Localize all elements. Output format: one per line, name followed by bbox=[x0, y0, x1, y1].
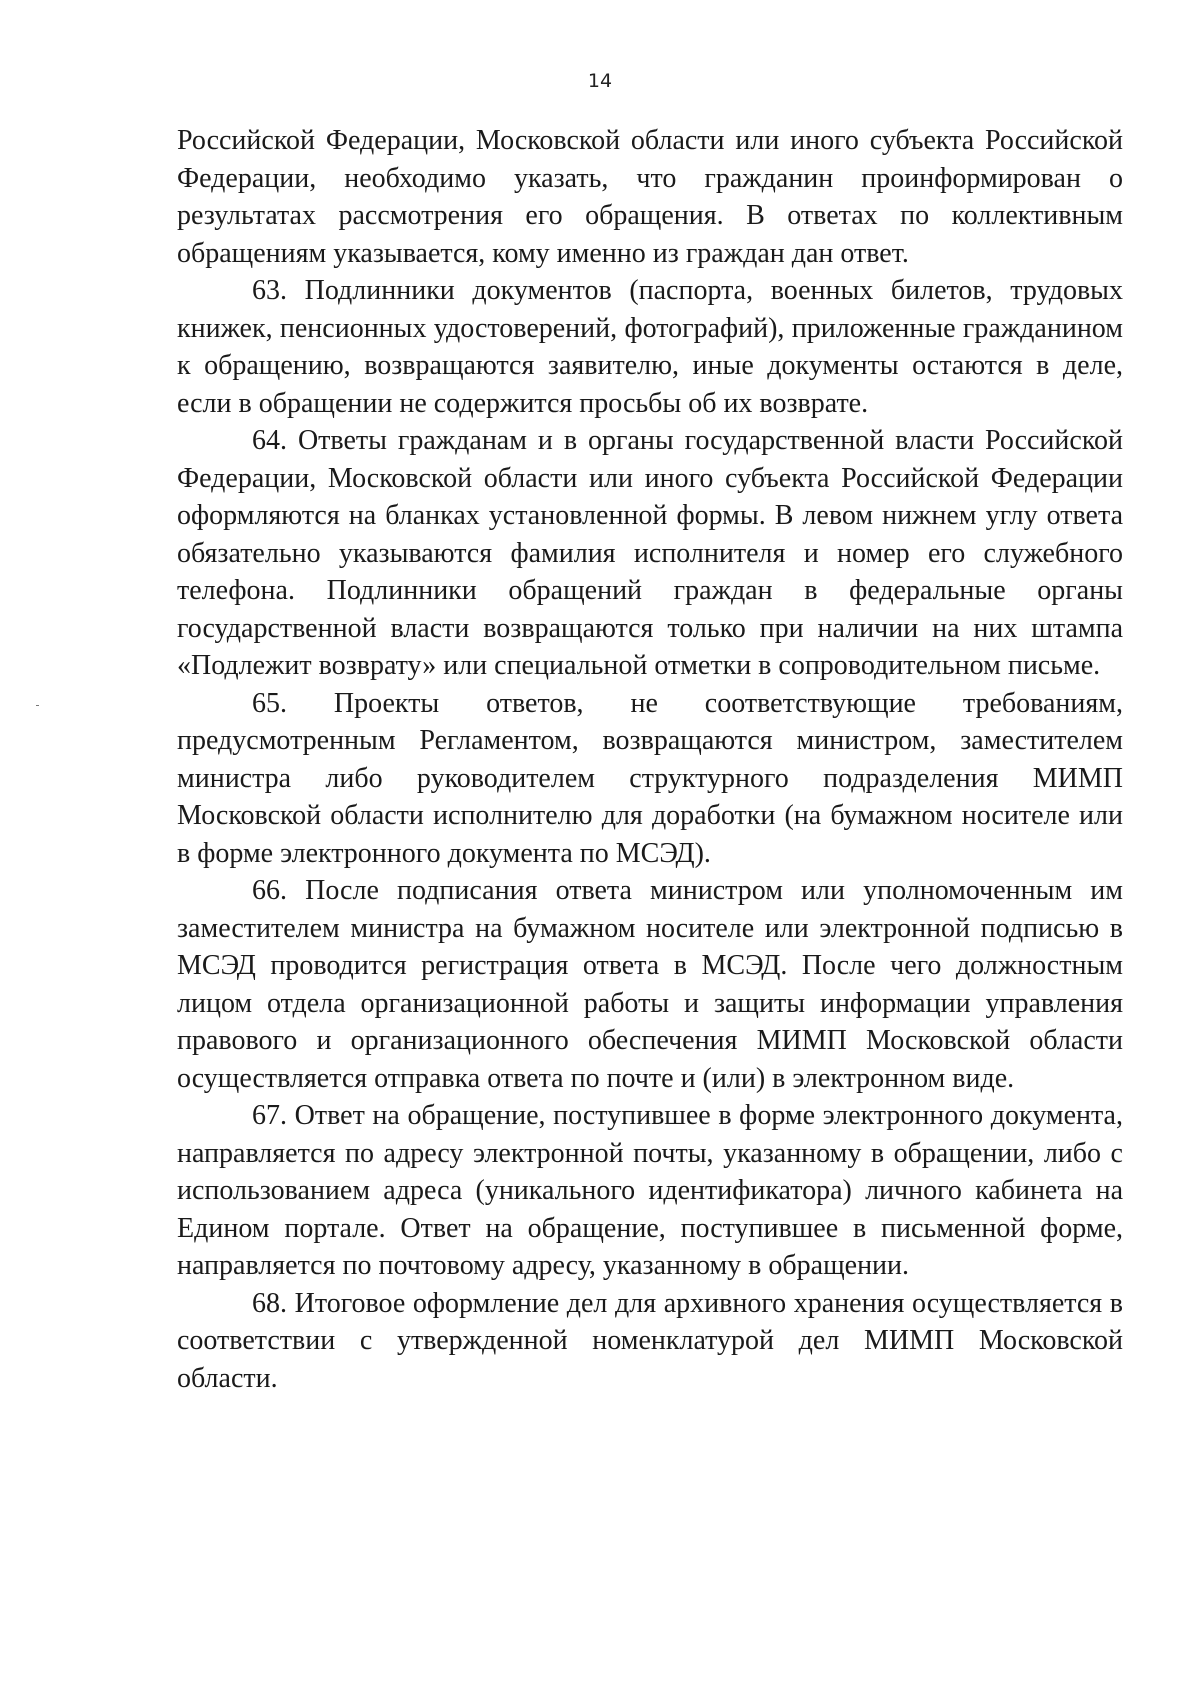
scan-artifact-mark bbox=[36, 705, 39, 706]
paragraph-67: 67. Ответ на обращение, поступившее в форме электронного документа, направляется по адресу электронной почты, указанному в обращении, либо с использованием адреса (уникального идентификатора) личного кабинета на Едином портале. Ответ на обращение, поступившее в письменной форме, направляется по почтовому адресу, указанному в обращении. bbox=[177, 1100, 1123, 1281]
page-number: 14 bbox=[587, 70, 613, 92]
document-body bbox=[177, 122, 1123, 1397]
paragraph-66: 66. После подписания ответа министром или уполномоченным им заместителем министра на бумажном носителе или электронной подписью в МСЭД проводится регистрация ответа в МСЭД. После чего должностным лицом отдела организационной работы и защиты информации управления правового и организационного обеспечения МИМП Московской области осуществляется отправка ответа по почте и (или) в электронном виде. bbox=[177, 875, 1123, 1094]
paragraph-continuation: Российской Федерации, Московской области или иного субъекта Российской Федерации, необходимо указать, что гражданин проинформирован о результатах рассмотрения его обращения. В ответах по коллективным обращениям указывается, кому именно из граждан дан ответ. bbox=[177, 125, 1123, 269]
paragraph-63: 63. Подлинники документов (паспорта, военных билетов, трудовых книжек, пенсионных удостоверений, фотографий), приложенные гражданином к обращению, возвращаются заявителю, иные документы остаются в деле, если в обращении не содержится просьбы об их возврате. bbox=[177, 275, 1123, 419]
paragraph-65: 65. Проекты ответов, не соответствующие требованиям, предусмотренным Регламентом, возвращаются министром, заместителем министра либо руководителем структурного подразделения МИМП Московской области исполнителю для доработки (на бумажном носителе или в форме электронного документа по МСЭД). bbox=[177, 687, 1123, 869]
paragraph-68: 68. Итоговое оформление дел для архивного хранения осуществляется в соответствии с утвержденной номенклатурой дел МИМП Московской области. bbox=[177, 1287, 1123, 1394]
paragraph-64: 64. Ответы гражданам и в органы государственной власти Российской Федерации, Московской области или иного субъекта Российской Федерации оформляются на бланках установленной формы. В левом нижнем углу ответа обязательно указываются фамилия исполнителя и номер его служебного телефона. Подлинники обращений граждан в федеральные органы государственной власти возвращаются только при наличии на них штампа «Подлежит возврату» или специальной отметки в сопроводительном письме. bbox=[177, 425, 1123, 681]
